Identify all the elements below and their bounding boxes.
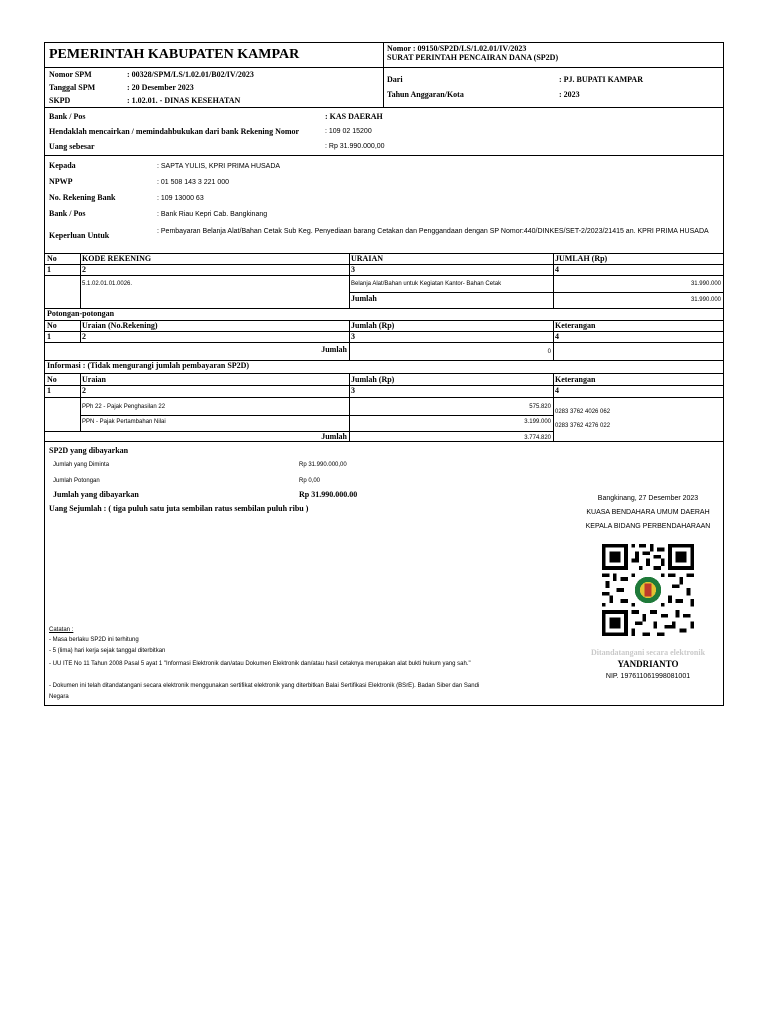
- pot-idx-1: 1: [47, 332, 51, 341]
- info-row-2-uraian: PPN - Pajak Pertambahan Nilai: [82, 419, 166, 425]
- terbilang: Uang Sejumlah : ( tiga puluh satu juta sembilan ratus sembilan puluh ribu ): [49, 504, 309, 513]
- pot-header-jumlah: Jumlah (Rp): [351, 321, 395, 330]
- potongan-title: Potongan-potongan: [47, 309, 115, 318]
- potongan-value: Rp 0,00: [299, 478, 321, 484]
- nomor-spm-label: Nomor SPM: [49, 70, 92, 79]
- pot-idx-4: 4: [555, 332, 559, 341]
- tahun-value: : 2023: [559, 90, 580, 99]
- bank-label: Bank / Pos: [49, 209, 86, 218]
- info-row-2-jumlah: 3.199.000: [524, 419, 551, 425]
- info-row-1-ket: 0283 3762 4026 062: [555, 409, 611, 415]
- pot-total-label: Jumlah: [321, 345, 347, 354]
- pembayaran-title: SP2D yang dibayarkan: [49, 446, 129, 455]
- dibayar-label: Jumlah yang dibayarkan: [53, 490, 139, 499]
- potongan-label: Jumlah Potongan: [53, 478, 100, 484]
- info-total-label: Jumlah: [321, 432, 347, 441]
- jabatan-1: KUASA BENDAHARA UMUM DAERAH: [586, 509, 710, 516]
- diminta-value: Rp 31.990.000,00: [299, 462, 347, 468]
- catatan-item-4: - Dokumen ini telah ditandatangani secara elektronik menggunakan sertifikat elektronik yang diterbitkan Balai Sertifikasi Elektronik (BSrE). Badan Siber dan Sandi Negara: [49, 683, 480, 700]
- dibayar-value: Rp 31.990.000.00: [299, 490, 358, 499]
- skpd-label: SKPD: [49, 96, 71, 105]
- pot-total-value: 0: [547, 349, 551, 355]
- rek-idx-3: 3: [351, 265, 355, 274]
- uang-label: Uang sebesar: [49, 142, 95, 151]
- info-header-ket: Keterangan: [555, 375, 596, 384]
- info-idx-1: 1: [47, 386, 51, 395]
- informasi-title: Informasi : (Tidak mengurangi jumlah pembayaran SP2D): [47, 361, 250, 370]
- rek-header-kode: KODE REKENING: [82, 254, 152, 263]
- rek-total-value: 31.990.000: [690, 297, 721, 303]
- info-idx-4: 4: [555, 386, 559, 395]
- rek-row-uraian: Belanja Alat/Bahan untuk Kegiatan Kantor- Bahan Cetak: [351, 281, 502, 287]
- govt-title: PEMERINTAH KABUPATEN KAMPAR: [49, 47, 300, 62]
- rek-idx-1: 1: [47, 265, 51, 274]
- skpd-value: : 1.02.01. - DINAS KESEHATAN: [127, 96, 241, 105]
- pot-header-ket: Keterangan: [555, 321, 596, 330]
- diminta-label: Jumlah yang Diminta: [53, 462, 110, 468]
- e-sign-watermark: Ditandatangani secara elektronik: [590, 648, 706, 657]
- sp2d-document: [44, 42, 724, 706]
- qr-code-icon: [599, 544, 697, 636]
- tahun-label: Tahun Anggaran/Kota: [387, 90, 464, 99]
- keperluan-value: : Pembayaran Belanja Alat/Bahan Cetak Sub Keg. Penyediaan barang Cetakan dan Penggandaan dengan SP Nomor:440/DINKES/SET-2/2023/21415 an. KPRI PRIMA HUSADA: [157, 228, 709, 235]
- info-total-value: 3.774.820: [524, 435, 551, 441]
- rek-row-jumlah: 31.990.000: [690, 281, 721, 287]
- tanggal-spm-value: : 20 Desember 2023: [127, 83, 194, 92]
- tanggal-spm-label: Tanggal SPM: [49, 83, 96, 92]
- norek-label: No. Rekening Bank: [49, 193, 116, 202]
- bankpos-label: Bank / Pos: [49, 112, 86, 121]
- npwp-label: NPWP: [49, 177, 73, 186]
- uang-value: : Rp 31.990.000,00: [325, 143, 385, 150]
- norek-value: : 109 13000 63: [157, 195, 204, 202]
- info-row-1-uraian: PPh 22 - Pajak Penghasilan 22: [82, 404, 166, 410]
- bank-value: : Bank Riau Kepri Cab. Bangkinang: [157, 211, 268, 218]
- info-header-uraian: Uraian: [82, 375, 106, 384]
- catatan-item-3: - UU ITE No 11 Tahun 2008 Pasal 5 ayat 1 "Informasi Elektronik dan/atau Dokumen Elektronik dan/atau hasil cetaknya merupakan alat bukti hukum yang sah.": [49, 661, 471, 667]
- dari-value: : PJ. BUPATI KAMPAR: [559, 75, 643, 84]
- rekening-value: : 109 02 15200: [325, 128, 372, 135]
- info-idx-2: 2: [82, 386, 86, 395]
- npwp-value: : 01 508 143 3 221 000: [157, 179, 230, 186]
- tempat-tanggal: Bangkinang, 27 Desember 2023: [597, 495, 699, 502]
- catatan-title: Catatan :: [49, 627, 74, 633]
- rek-header-uraian: URAIAN: [351, 254, 383, 263]
- rek-header-no: No: [47, 254, 57, 263]
- nomor-spm-value: : 00328/SPM/LS/1.02.01/B02/IV/2023: [127, 70, 254, 79]
- keperluan-label: Keperluan Untuk: [49, 231, 110, 240]
- kepada-label: Kepada: [49, 161, 76, 170]
- pot-header-no: No: [47, 321, 57, 330]
- signer-name: YANDRIANTO: [617, 659, 679, 669]
- rek-idx-4: 4: [555, 265, 559, 274]
- doc-title: SURAT PERINTAH PENCAIRAN DANA (SP2D): [387, 53, 559, 62]
- info-header-jumlah: Jumlah (Rp): [351, 375, 395, 384]
- info-row-2-ket: 0283 3762 4276 022: [555, 423, 611, 429]
- catatan-item-1: - Masa berlaku SP2D ini terhitung: [49, 637, 139, 643]
- jabatan-2: KEPALA BIDANG PERBENDAHARAAN: [585, 523, 711, 530]
- rek-idx-2: 2: [82, 265, 86, 274]
- info-idx-3: 3: [351, 386, 355, 395]
- catatan-item-2: - 5 (lima) hari kerja sejak tanggal diterbitkan: [49, 648, 166, 654]
- dari-label: Dari: [387, 75, 403, 84]
- kepada-value: : SAPTA YULIS, KPRI PRIMA HUSADA: [157, 163, 281, 170]
- info-row-1-jumlah: 575.820: [529, 404, 551, 410]
- info-header-no: No: [47, 375, 57, 384]
- instruksi-text: Hendaklah mencairkan / memindahbukukan dari bank Rekening Nomor: [49, 127, 300, 136]
- pot-header-uraian: Uraian (No.Rekening): [82, 321, 158, 330]
- signer-nip: NIP. 197611061998081001: [605, 673, 691, 680]
- bankpos-value: : KAS DAERAH: [325, 112, 383, 121]
- rek-header-jumlah: JUMLAH (Rp): [555, 254, 608, 263]
- pot-idx-2: 2: [82, 332, 86, 341]
- pot-idx-3: 3: [351, 332, 355, 341]
- rek-row-kode: 5.1.02.01.01.0026.: [82, 281, 133, 287]
- rek-total-label: Jumlah: [351, 294, 377, 303]
- sp2d-number: Nomor : 09150/SP2D/LS/1.02.01/IV/2023: [387, 44, 527, 53]
